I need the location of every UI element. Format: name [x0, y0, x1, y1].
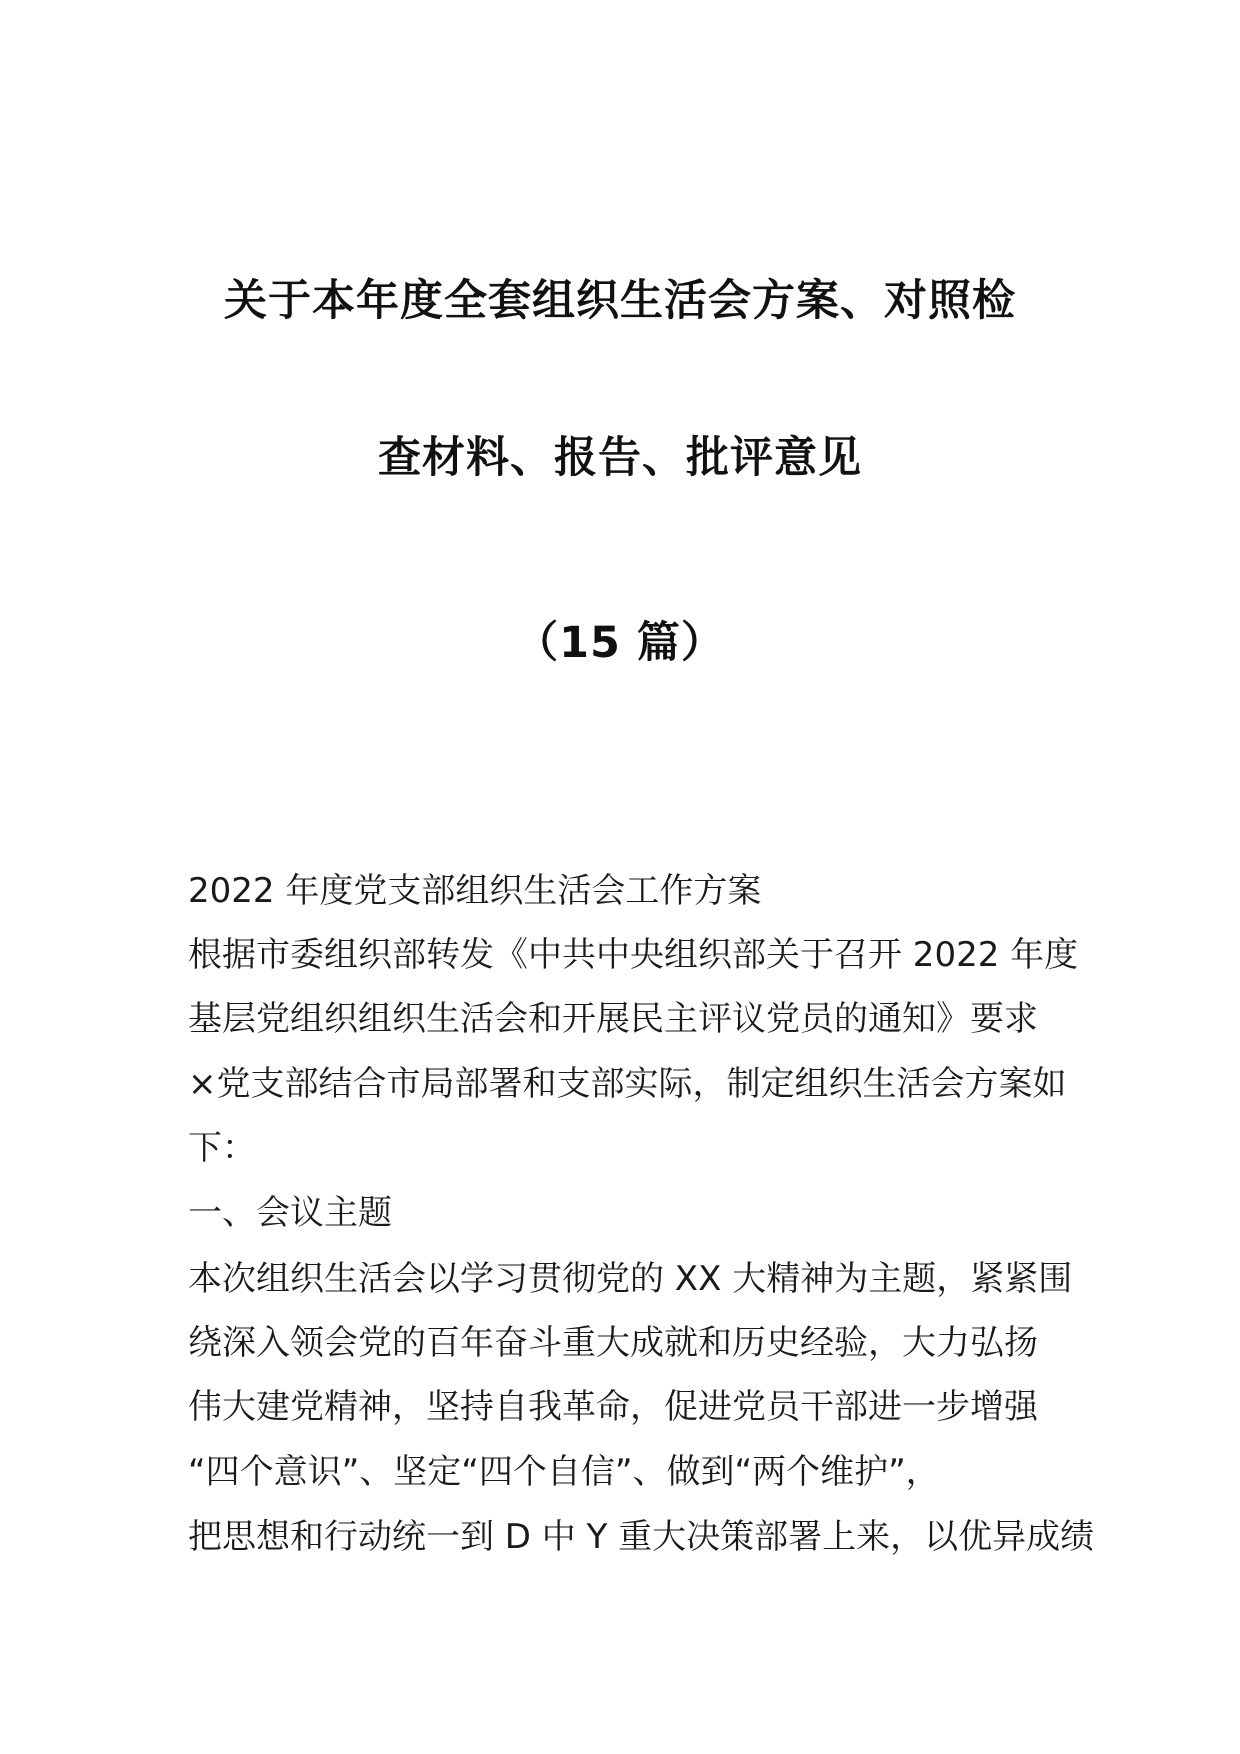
paragraph-2-line-3: 伟大建党精神，坚持自我革命，促进党员干部进一步增强 — [188, 1387, 1038, 1427]
paragraph-1-line-1: 根据市委组织部转发《中共中央组织部关于召开 2022 年度 — [188, 935, 1079, 975]
paragraph-1-line-2: 基层党组织组织生活会和开展民主评议党员的通知》要求 — [188, 999, 1038, 1039]
document-title-count: （15 篇） — [515, 618, 725, 668]
paragraph-2-line-1: 本次组织生活会以学习贯彻党的 XX 大精神为主题，紧紧围 — [188, 1259, 1073, 1299]
paragraph-2-line-4: “四个意识”、坚定“四个自信”、做到“两个维护”， — [188, 1452, 940, 1492]
paragraph-1-line-4: 下： — [188, 1128, 256, 1168]
section-heading: 2022 年度党支部组织生活会工作方案 — [188, 871, 762, 911]
document-title-line-2: 查材料、报告、批评意见 — [378, 433, 862, 483]
paragraph-2-line-5: 把思想和行动统一到 D 中 Y 重大决策部署上来，以优异成绩 — [188, 1517, 1095, 1557]
subheading-meeting-theme: 一、会议主题 — [188, 1193, 392, 1233]
paragraph-1-line-3: ×党支部结合市局部署和支部实际，制定组织生活会方案如 — [188, 1064, 1067, 1104]
document-title-line-1: 关于本年度全套组织生活会方案、对照检 — [224, 276, 1016, 326]
paragraph-2-line-2: 绕深入领会党的百年奋斗重大成就和历史经验，大力弘扬 — [188, 1323, 1038, 1363]
